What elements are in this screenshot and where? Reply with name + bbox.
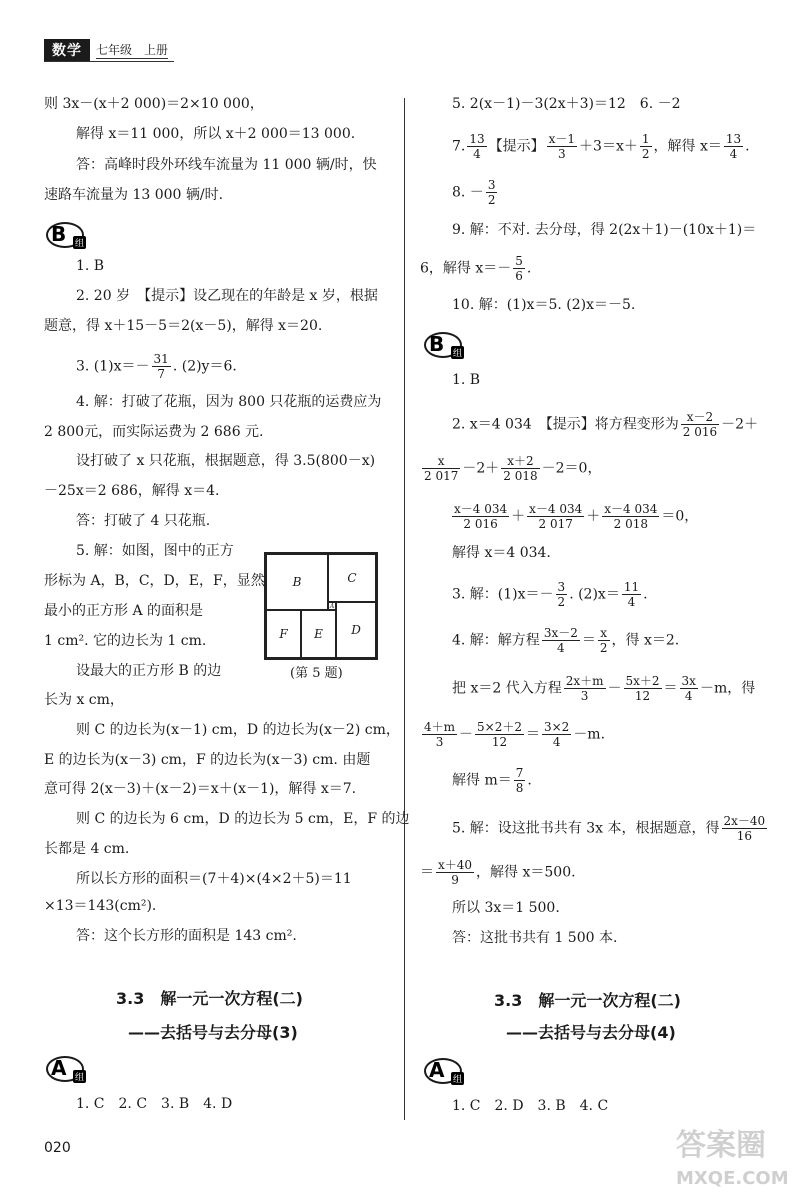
- answer-line: $\frac{x}{2 017}$ －2＋ $\frac{x+2}{2 018}$ －2＝0，: [424, 454, 602, 483]
- text-line: 答：高峰时段外环线车流量为 11 000 辆/时，快: [76, 157, 377, 173]
- page-header: [44, 40, 168, 60]
- answer-line: －25x＝2 686，解得 x＝4.: [44, 483, 220, 499]
- answer-line: 设打破了 x 只花瓶，根据题意，得 3.5(800－x): [76, 453, 376, 469]
- square-e: E: [301, 610, 336, 658]
- answer-line: ×13＝143(cm²).: [44, 898, 157, 914]
- answer-line: 4. 解：解方程 $\frac{3x-2}{4}$ ＝ $\frac{x}{2}$ ，得 x＝2.: [452, 626, 680, 655]
- answer-line: E 的边长为(x－3) cm，F 的边长为(x－3) cm. 由题: [44, 752, 371, 768]
- answer-line: $\frac{4+m}{3}$ － $\frac{5\times 2+2}{12}$ ＝ $\frac{3\times 2}{4}$ －m.: [424, 720, 606, 749]
- answer-line: 6，解得 x＝－ $\frac{5}{6}$ .: [420, 254, 532, 283]
- figure-caption: (第 5 题): [290, 666, 343, 681]
- square-d: D: [336, 602, 376, 658]
- answer-line: 4. 解：打破了花瓶，因为 800 只花瓶的运费应为: [76, 394, 382, 410]
- answer-line: 1 cm². 它的边长为 1 cm.: [44, 633, 207, 649]
- answer-line: 最小的正方形 A 的面积是: [44, 603, 204, 619]
- header-rule: [44, 61, 174, 62]
- answer-line: $\frac{x-4 034}{2 016}$ ＋ $\frac{x-4 034}{2 017}$ ＋ $\frac{x-4 034}{2 018}$ ＝0，: [454, 502, 699, 531]
- answer-line: 形标为 A，B，C，D，E，F，显然: [44, 573, 265, 589]
- grade-label: 七年级 上册: [96, 43, 169, 57]
- text-line: 解得 x＝11 000，所以 x＋2 000＝13 000.: [76, 126, 356, 142]
- answer-line: ＝ $\frac{x+40}{9}$ ，解得 x＝500.: [420, 858, 576, 887]
- answer-line: 所以 3x＝1 500.: [452, 900, 560, 916]
- group-b-badge: B 组: [46, 222, 84, 248]
- answer-line: 题意，得 x＋15－5＝2(x－5)，解得 x＝20.: [44, 318, 323, 334]
- group-a-badge: A 组: [46, 1056, 84, 1082]
- answer-line: 则 C 的边长为 6 cm，D 的边长为 5 cm，E，F 的边: [76, 811, 410, 827]
- answer-line: 5. 2(x－1)－3(2x＋3)＝12 6. －2: [452, 96, 681, 112]
- watermark-url: MXQE.COM: [676, 1168, 789, 1189]
- answer-line: 长为 x cm，: [44, 692, 124, 708]
- text-line: 则 3x－(x＋2 000)＝2×10 000，: [44, 96, 264, 112]
- answer-line: 2. x＝4 034 【提示】将方程变形为 $\frac{x-2}{2 016}$ －2＋: [452, 410, 759, 439]
- answer-line: 7. $\frac{13}{4}$ 【提示】 $\frac{x-1}{3}$ ＋3＝x＋ $\frac{1}{2}$ ，解得 x＝ $\frac{13}{4}$ .: [452, 132, 750, 161]
- square-b: B: [266, 554, 328, 610]
- answer-line: 10. 解：(1)x＝5. (2)x＝－5.: [452, 297, 636, 313]
- answer-line: 1. C 2. D 3. B 4. C: [452, 1098, 609, 1114]
- subject-label: 数学: [44, 39, 90, 61]
- answer-line: 答：这个长方形的面积是 143 cm².: [76, 928, 297, 944]
- group-b-badge: B 组: [424, 332, 462, 358]
- answer-line: 5. 解：如图，图中的正方: [76, 543, 234, 559]
- section-title: 3.3 解一元一次方程(二): [494, 991, 681, 1010]
- section-subtitle: ——去括号与去分母(4): [506, 1023, 676, 1042]
- page-number: 020: [44, 1140, 71, 1156]
- answer-line: 1. B: [452, 372, 481, 388]
- answer-line: 8. － $\frac{3}{2}$: [452, 178, 496, 207]
- answer-line: 解得 x＝4 034.: [452, 545, 551, 561]
- answer-line: 答：这批书共有 1 500 本.: [452, 930, 618, 946]
- text-line: 速路车流量为 13 000 辆/时.: [44, 187, 224, 203]
- answer-line: 2 800元，而实际运费为 2 686 元.: [44, 424, 264, 440]
- answer-line: 5. 解：设这批书共有 3x 本，根据题意，得 $\frac{2x-40}{16}$: [452, 814, 766, 843]
- column-divider: [404, 98, 405, 1120]
- answer-line: 所以长方形的面积＝(7＋4)×(4×2＋5)＝11: [76, 871, 352, 887]
- answer-line: 9. 解：不对. 去分母，得 2(2x＋1)－(10x＋1)＝: [452, 222, 757, 238]
- section-subtitle: ——去括号与去分母(3): [128, 1023, 298, 1042]
- answer-line: 2. 20 岁 【提示】设乙现在的年龄是 x 岁，根据: [76, 288, 378, 304]
- section-title: 3.3 解一元一次方程(二): [116, 989, 303, 1008]
- answer-line: 意可得 2(x－3)＋(x－2)＝x＋(x－1)，解得 x＝7.: [44, 781, 357, 797]
- answer-line: 答：打破了 4 只花瓶.: [76, 513, 211, 529]
- answer-line: 长都是 4 cm.: [44, 841, 130, 857]
- answer-line: 解得 m＝ $\frac{7}{8}$ .: [452, 766, 532, 795]
- answer-line: 1. B: [76, 258, 105, 274]
- square-figure: [264, 552, 378, 660]
- answer-line: 1. C 2. C 3. B 4. D: [76, 1096, 233, 1112]
- answer-line: 把 x＝2 代入方程 $\frac{2x+m}{3}$ － $\frac{5x+2}{12}$ ＝ $\frac{3x}{4}$ －m，得: [452, 674, 756, 703]
- answer-line: 设最大的正方形 B 的边: [76, 663, 222, 679]
- group-a-badge: A 组: [424, 1058, 462, 1084]
- answer-line: 3. 解：(1)x＝－ $\frac{3}{2}$ . (2)x＝ $\frac{11}{4}$ .: [452, 580, 648, 609]
- answer-line: 3. (1)x＝－ $\frac{31}{7}$ . (2)y＝6.: [76, 352, 237, 381]
- square-c: C: [328, 554, 376, 602]
- answer-line: 则 C 的边长为(x－1) cm，D 的边长为(x－2) cm，: [76, 722, 400, 738]
- square-a: A: [329, 602, 335, 610]
- square-f: F: [266, 610, 301, 658]
- watermark-logo: 答案圈: [676, 1128, 766, 1163]
